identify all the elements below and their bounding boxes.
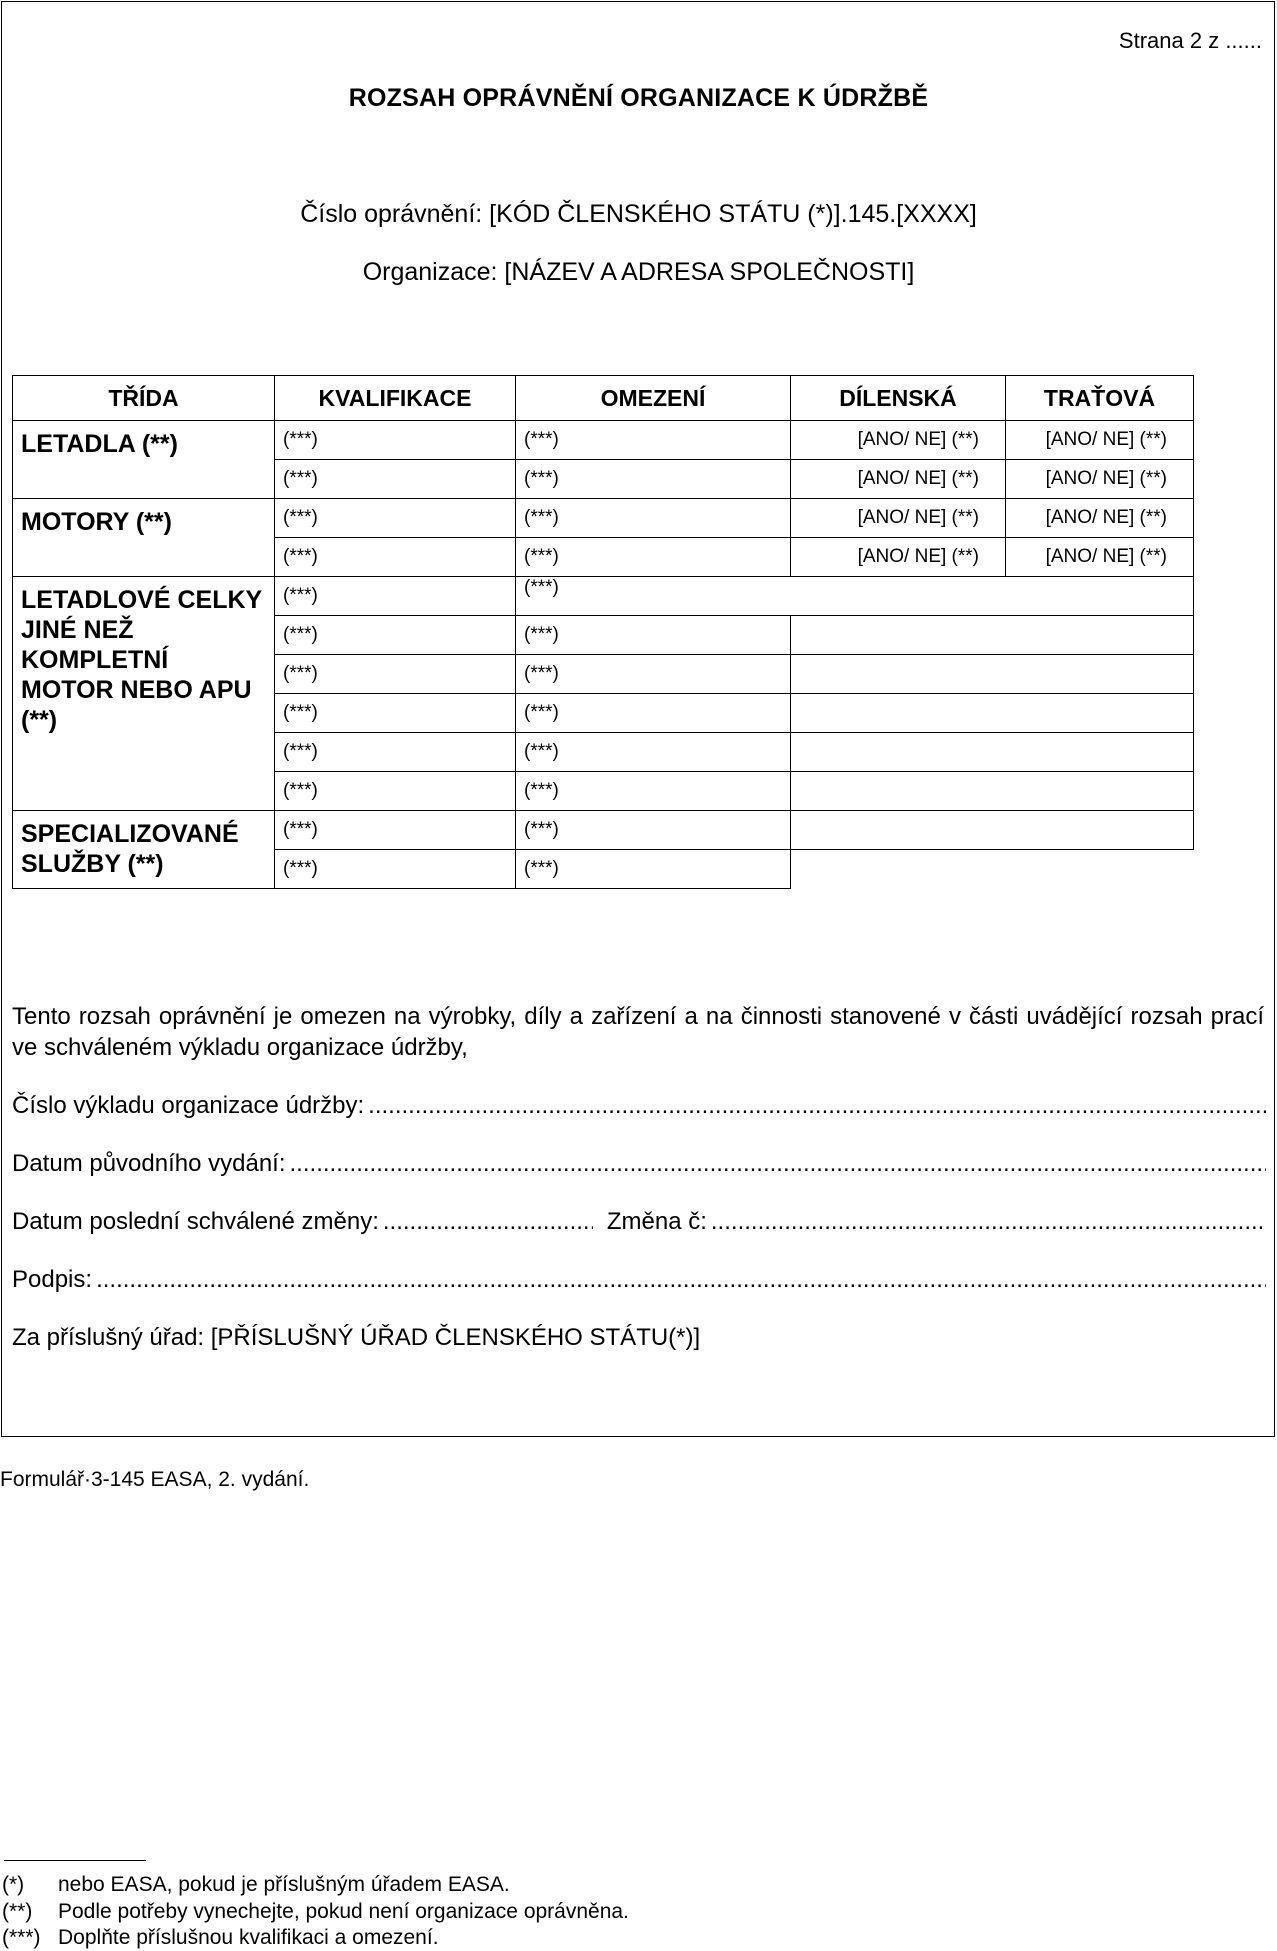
- footnote-text: Doplňte příslušnou kvalifikaci a omezení.: [58, 1926, 439, 1949]
- limitation-cell: (***): [524, 577, 559, 598]
- rating-cell: (***): [275, 460, 516, 499]
- fill-in-line: [383, 1208, 593, 1236]
- class-aircraft: LETADLA (**): [13, 421, 275, 499]
- last-revision-date-label: Datum poslední schválené změny:: [12, 1208, 379, 1235]
- rating-cell: (***): [275, 538, 516, 577]
- authority-label: Za příslušný úřad: [PŘÍSLUŠNÝ ÚŘAD ČLENSKÉHO STÁTU(*)]: [12, 1324, 701, 1351]
- footnote-mark: (***): [2, 1926, 41, 1949]
- rating-cell: (***): [275, 733, 516, 772]
- table-row: [13, 577, 1194, 616]
- footnote-mark: (*): [2, 1873, 25, 1896]
- rating-cell: (***): [275, 616, 516, 655]
- rating-cell: (***): [275, 772, 516, 811]
- limitation-cell: (***): [516, 694, 791, 733]
- limitation-cell: (***): [516, 616, 791, 655]
- rating-cell: (***): [275, 421, 516, 460]
- table-row: [13, 811, 1194, 850]
- limitation-cell: (***): [516, 421, 791, 460]
- line-cell: [ANO/ NE] (**): [1006, 499, 1194, 538]
- footnote-divider: [4, 1860, 146, 1861]
- revision-number-label: Změna č:: [606, 1208, 707, 1235]
- rating-cell: (***): [275, 655, 516, 694]
- signature-field[interactable]: [12, 1266, 1266, 1294]
- header-limitation: OMEZENÍ: [516, 376, 791, 421]
- table-row: [13, 421, 1194, 460]
- fill-in-line: [96, 1266, 1266, 1294]
- class-engines: MOTORY (**): [13, 499, 275, 577]
- footnote-text: Podle potřeby vynechejte, pokud není organizace oprávněna.: [58, 1900, 629, 1923]
- page-number: Strana 2 z ......: [1118, 28, 1262, 53]
- header-line: TRAŤOVÁ: [1006, 376, 1194, 421]
- limitation-cell: (***): [516, 538, 791, 577]
- footnote-2: [2, 1900, 629, 1924]
- exposition-number-field[interactable]: [12, 1092, 1266, 1120]
- rating-cell: (***): [275, 577, 516, 616]
- limitation-cell: (***): [516, 460, 791, 499]
- line-cell: [ANO/ NE] (**): [1006, 538, 1194, 577]
- footnote-3: [2, 1926, 439, 1950]
- last-revision-field[interactable]: [12, 1208, 1266, 1236]
- header-base: DÍLENSKÁ: [791, 376, 1006, 421]
- fill-in-line: [290, 1150, 1266, 1178]
- base-cell: [ANO/ NE] (**): [791, 460, 1006, 499]
- base-cell: [ANO/ NE] (**): [791, 421, 1006, 460]
- limitation-cell: (***): [516, 811, 791, 850]
- footnote-1: [2, 1873, 510, 1897]
- base-cell: [ANO/ NE] (**): [791, 538, 1006, 577]
- rating-cell: (***): [275, 811, 516, 850]
- limitation-cell: (***): [516, 499, 791, 538]
- rating-cell: (***): [275, 499, 516, 538]
- limitation-cell: (***): [516, 733, 791, 772]
- line-cell: [ANO/ NE] (**): [1006, 421, 1194, 460]
- original-issue-date-field[interactable]: [12, 1150, 1266, 1178]
- footnote-text: nebo EASA, pokud je příslušným úřadem EASA.: [58, 1873, 510, 1896]
- rating-cell: (***): [275, 694, 516, 733]
- class-specialized-services: SPECIALIZOVANÉ SLUŽBY (**): [13, 811, 275, 889]
- line-cell: [ANO/ NE] (**): [1006, 460, 1194, 499]
- form-identifier: Formulář·3-145 EASA, 2. vydání.: [0, 1468, 310, 1491]
- approval-number-line: Číslo oprávnění: [KÓD ČLENSKÉHO STÁTU (*)].145.[XXXX]: [300, 200, 977, 228]
- class-components: LETADLOVÉ CELKY JINÉ NEŽ KOMPLETNÍ MOTOR NEBO APU (**): [13, 577, 275, 811]
- limitation-cell: (***): [516, 772, 791, 811]
- approval-scope-table: [12, 375, 1194, 889]
- document-title: ROZSAH OPRÁVNĚNÍ ORGANIZACE K ÚDRŽBĚ: [348, 84, 929, 112]
- signature-label: Podpis:: [12, 1266, 93, 1293]
- rating-cell: (***): [275, 850, 516, 889]
- limitation-cell: (***): [516, 850, 791, 889]
- original-issue-date-label: Datum původního vydání:: [12, 1150, 286, 1177]
- header-rating: KVALIFIKACE: [275, 376, 516, 421]
- exposition-number-label: Číslo výkladu organizace údržby:: [12, 1092, 365, 1119]
- header-class: TŘÍDA: [13, 376, 275, 421]
- footnote-mark: (**): [2, 1900, 33, 1923]
- fill-in-line: [368, 1092, 1266, 1120]
- authority-line: [12, 1324, 1266, 1352]
- table-row: [13, 499, 1194, 538]
- fill-in-line: [711, 1208, 1266, 1236]
- base-cell: [ANO/ NE] (**): [791, 499, 1006, 538]
- organization-line: Organizace: [NÁZEV A ADRESA SPOLEČNOSTI]: [362, 258, 915, 286]
- scope-statement: Tento rozsah oprávnění je omezen na výrobky, díly a zařízení a na činnosti stanovené v části uvádějící rozsah prací ve schváleném výkladu organizace údržby,: [12, 1003, 1264, 1061]
- limitation-cell: (***): [516, 655, 791, 694]
- table-header-row: [13, 376, 1194, 421]
